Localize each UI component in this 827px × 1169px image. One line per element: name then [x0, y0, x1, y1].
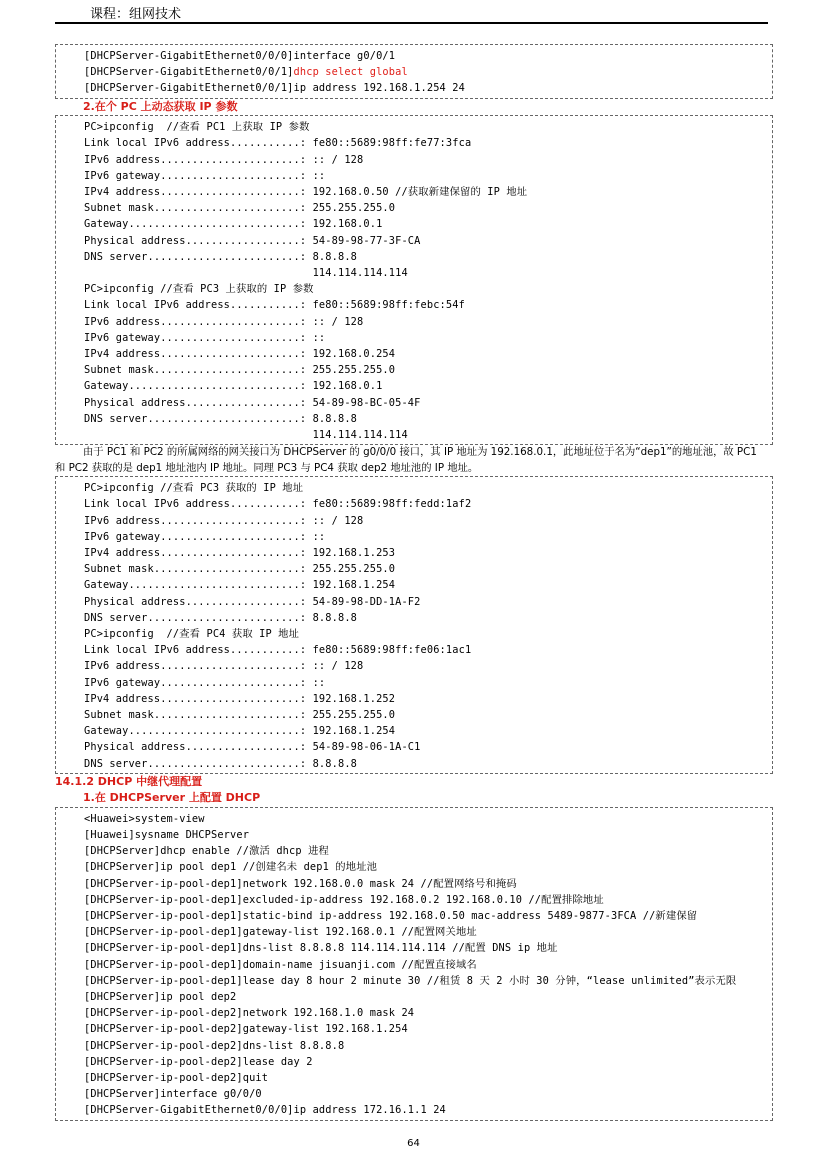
code-block-dhcpserver-config: [55, 807, 773, 1121]
code-line: [DHCPServer]interface g0/0/0: [84, 1088, 262, 1101]
code-line: [DHCPServer-ip-pool-dep2]quit: [84, 1072, 269, 1085]
code-line: Subnet mask.......................: 255.255.255.0: [84, 202, 396, 215]
header-rule: [55, 22, 768, 24]
code-line: IPv6 address......................: :: / 128: [84, 514, 364, 527]
heading-pc-dynamic-ip: 2.在个 PC 上动态获取 IP 参数: [83, 99, 238, 113]
code-line: [DHCPServer-GigabitEthernet0/0/0]ip address 172.16.1.1 24: [84, 1104, 446, 1117]
code-line: PC>ipconfig //查看 PC3 获取的 IP 地址: [84, 482, 304, 495]
code-line: 114.114.114.114: [84, 266, 408, 279]
document-body: [55, 44, 773, 1121]
code-line: IPv6 address......................: :: / 128: [84, 315, 364, 328]
code-line: Physical address..................: 54-89-98-BC-05-4F: [84, 396, 421, 409]
code-line: IPv6 address......................: :: / 128: [84, 153, 364, 166]
code-line: IPv6 gateway......................: ::: [84, 530, 326, 543]
code-line: [DHCPServer-ip-pool-dep1]network 192.168.0.0 mask 24 //配置网络号和掩码: [84, 877, 517, 890]
code-line: [DHCPServer-ip-pool-dep1]gateway-list 192.168.0.1 //配置网关地址: [84, 926, 477, 939]
code-line: [DHCPServer]ip pool dep2: [84, 991, 237, 1004]
code-line: IPv4 address......................: 192.168.0.50 //获取新建保留的 IP 地址: [84, 185, 528, 198]
code-line: IPv6 gateway......................: ::: [84, 169, 326, 182]
highlighted-command: dhcp select global: [293, 66, 408, 79]
code-line: [DHCPServer-ip-pool-dep1]static-bind ip-address 192.168.0.50 mac-address 5489-9877-3FCA //新建保留: [84, 910, 698, 923]
code-line: Gateway...........................: 192.168.0.1: [84, 218, 383, 231]
code-line: [DHCPServer-ip-pool-dep2]gateway-list 192.168.1.254: [84, 1023, 408, 1036]
code-line: Subnet mask.......................: 255.255.255.0: [84, 563, 396, 576]
code-line: Gateway...........................: 192.168.0.1: [84, 380, 383, 393]
code-line: [Huawei]sysname DHCPServer: [84, 829, 250, 842]
code-block-pc1-pc3-ipconfig: [55, 115, 773, 445]
code-line: [DHCPServer-ip-pool-dep1]domain-name jisuanji.com //配置直接域名: [84, 958, 477, 971]
code-line: <Huawei>system-view: [84, 812, 205, 825]
code-line: [DHCPServer-GigabitEthernet0/0/0]interface g0/0/1: [84, 50, 396, 62]
code-line: Physical address..................: 54-89-98-DD-1A-F2: [84, 595, 421, 608]
code-line: DNS server........................: 8.8.8.8: [84, 757, 358, 770]
code-line: Physical address..................: 54-89-98-06-1A-C1: [84, 741, 421, 754]
code-line: Link local IPv6 address...........: fe80::5689:98ff:fedd:1af2: [84, 498, 472, 511]
page-number: 64: [407, 1138, 420, 1149]
code-line: [DHCPServer-ip-pool-dep2]network 192.168.1.0 mask 24: [84, 1007, 415, 1020]
code-line: [DHCPServer-GigabitEthernet0/0/1]ip address 192.168.1.254 24: [84, 82, 465, 95]
code-line: DNS server........................: 8.8.8.8: [84, 412, 358, 425]
code-line: Link local IPv6 address...........: fe80::5689:98ff:fe77:3fca: [84, 137, 472, 150]
code-line: Subnet mask.......................: 255.255.255.0: [84, 709, 396, 722]
code-line: 114.114.114.114: [84, 428, 408, 441]
code-line: IPv6 gateway......................: ::: [84, 331, 326, 344]
code-line: IPv6 address......................: :: / 128: [84, 660, 364, 673]
code-line: Gateway...........................: 192.168.1.254: [84, 579, 396, 592]
code-line: [DHCPServer-ip-pool-dep1]dns-list 8.8.8.8 114.114.114.114 //配置 DNS ip 地址: [84, 942, 558, 955]
code-line: [DHCPServer-ip-pool-dep2]dns-list 8.8.8.8: [84, 1039, 345, 1052]
code-line: IPv4 address......................: 192.168.0.254: [84, 347, 396, 360]
code-line: IPv4 address......................: 192.168.1.252: [84, 692, 396, 705]
code-line: DNS server........................: 8.8.8.8: [84, 611, 358, 624]
explanation-paragraph: 由于 PC1 和 PC2 的所属网络的网关接口为 DHCPServer 的 g0/0/0 接口，其 IP 地址为 192.168.0.1，此地址位于名为“dep1”的地址池，故 PC1 和 PC2 获取的是 dep1 地址池内 IP 地址。同理 PC3 与 PC4 获取 dep2 地址池的 IP 地址。: [55, 446, 757, 474]
code-line: Link local IPv6 address...........: fe80::5689:98ff:febc:54f: [84, 299, 465, 312]
code-line: [DHCPServer-ip-pool-dep1]lease day 8 hour 2 minute 30 //租赁 8 天 2 小时 30 分钟，“lease unlimited”表示无限: [84, 974, 737, 987]
code-line: PC>ipconfig //查看 PC4 获取 IP 地址: [84, 628, 300, 640]
code-line: [DHCPServer]dhcp enable //激活 dhcp 进程: [84, 845, 329, 858]
code-line: PC>ipconfig //查看 PC3 上获取的 IP 参数: [84, 283, 314, 296]
code-line: Physical address..................: 54-89-98-77-3F-CA: [84, 234, 421, 247]
code-line: Link local IPv6 address...........: fe80::5689:98ff:fe06:1ac1: [84, 644, 472, 657]
code-line: PC>ipconfig //查看 PC1 上获取 IP 参数: [84, 121, 310, 134]
code-line: IPv6 gateway......................: ::: [84, 676, 326, 689]
code-line: IPv4 address......................: 192.168.1.253: [84, 546, 396, 559]
code-block-interface-config: [55, 44, 773, 99]
code-line: DNS server........................: 8.8.8.8: [84, 250, 358, 263]
subheading-dhcpserver-config: 1.在 DHCPServer 上配置 DHCP: [83, 791, 261, 805]
code-line: [DHCPServer-GigabitEthernet0/0/1]dhcp select global: [84, 66, 408, 79]
code-line: [DHCPServer-ip-pool-dep2]lease day 2: [84, 1055, 313, 1068]
code-line: [DHCPServer-ip-pool-dep1]excluded-ip-address 192.168.0.2 192.168.0.10 //配置排除地址: [84, 893, 604, 906]
code-block-pc3-pc4-ipconfig: [55, 476, 773, 774]
section-heading-dhcp-relay: 14.1.2 DHCP 中继代理配置: [55, 774, 203, 788]
page-header-course: 课程：组网技术: [90, 7, 182, 22]
code-line: [DHCPServer]ip pool dep1 //创建名未 dep1 的地址池: [84, 861, 378, 874]
code-line: Gateway...........................: 192.168.1.254: [84, 725, 396, 738]
code-line: Subnet mask.......................: 255.255.255.0: [84, 364, 396, 377]
